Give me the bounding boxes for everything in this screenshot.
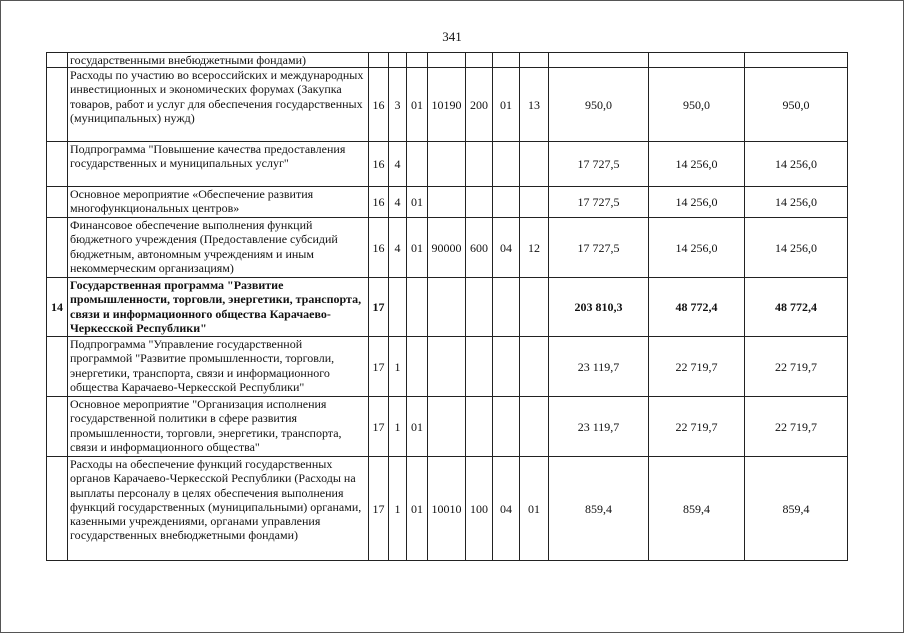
amount-year3-cell: 48 772,4 bbox=[745, 278, 848, 337]
row-number-cell bbox=[47, 218, 68, 278]
pp-code-cell: 1 bbox=[389, 457, 407, 561]
amount-year2-cell: 22 719,7 bbox=[649, 397, 745, 457]
row-number-cell bbox=[47, 187, 68, 218]
pp-code-cell bbox=[389, 53, 407, 68]
section-code-cell bbox=[493, 142, 520, 187]
table-row bbox=[47, 68, 848, 142]
direction-code-cell: 90000 bbox=[428, 218, 466, 278]
description-cell: Расходы по участию во всероссийских и международных инвестиционных и экономических форумах (Закупка товаров, работ и услуг для обеспечения государственных (муниципальных) нужд) bbox=[68, 68, 369, 142]
subsection-code-cell bbox=[520, 397, 549, 457]
gp-code-cell: 16 bbox=[369, 187, 389, 218]
om-code-cell: 01 bbox=[407, 187, 428, 218]
description-cell: Основное мероприятие "Организация исполнения государственной политики в сфере развития промышленности, торговли, энергетики, транспорта, связи и информационного общества" bbox=[68, 397, 369, 457]
section-code-cell bbox=[493, 337, 520, 397]
gp-code-cell: 16 bbox=[369, 142, 389, 187]
amount-year2-cell: 14 256,0 bbox=[649, 142, 745, 187]
pp-code-cell: 1 bbox=[389, 337, 407, 397]
subsection-code-cell: 12 bbox=[520, 218, 549, 278]
expense-type-cell bbox=[466, 187, 493, 218]
description-cell: Подпрограмма "Повышение качества предоставления государственных и муниципальных услуг" bbox=[68, 142, 369, 187]
table-row bbox=[47, 218, 848, 278]
direction-code-cell: 10190 bbox=[428, 68, 466, 142]
section-code-cell bbox=[493, 187, 520, 218]
amount-year3-cell: 22 719,7 bbox=[745, 337, 848, 397]
amount-year1-cell: 950,0 bbox=[549, 68, 649, 142]
gp-code-cell: 17 bbox=[369, 397, 389, 457]
amount-year3-cell: 22 719,7 bbox=[745, 397, 848, 457]
budget-table bbox=[46, 52, 848, 561]
amount-year2-cell: 22 719,7 bbox=[649, 337, 745, 397]
om-code-cell bbox=[407, 142, 428, 187]
section-code-cell bbox=[493, 278, 520, 337]
expense-type-cell: 100 bbox=[466, 457, 493, 561]
om-code-cell bbox=[407, 278, 428, 337]
amount-year1-cell: 859,4 bbox=[549, 457, 649, 561]
direction-code-cell bbox=[428, 337, 466, 397]
section-code-cell: 01 bbox=[493, 68, 520, 142]
page-number: 341 bbox=[442, 29, 462, 44]
amount-year1-cell: 17 727,5 bbox=[549, 218, 649, 278]
section-code-cell bbox=[493, 397, 520, 457]
amount-year3-cell: 14 256,0 bbox=[745, 142, 848, 187]
section-code-cell: 04 bbox=[493, 218, 520, 278]
gp-code-cell: 16 bbox=[369, 218, 389, 278]
om-code-cell bbox=[407, 53, 428, 68]
amount-year2-cell: 950,0 bbox=[649, 68, 745, 142]
subsection-code-cell: 01 bbox=[520, 457, 549, 561]
amount-year2-cell: 48 772,4 bbox=[649, 278, 745, 337]
section-code-cell bbox=[493, 53, 520, 68]
pp-code-cell: 4 bbox=[389, 142, 407, 187]
amount-year3-cell: 859,4 bbox=[745, 457, 848, 561]
row-number-cell bbox=[47, 53, 68, 68]
amount-year1-cell: 17 727,5 bbox=[549, 187, 649, 218]
row-number-cell: 14 bbox=[47, 278, 68, 337]
om-code-cell bbox=[407, 337, 428, 397]
direction-code-cell bbox=[428, 397, 466, 457]
expense-type-cell: 600 bbox=[466, 218, 493, 278]
table-row bbox=[47, 53, 848, 68]
gp-code-cell: 17 bbox=[369, 457, 389, 561]
amount-year2-cell: 14 256,0 bbox=[649, 187, 745, 218]
om-code-cell: 01 bbox=[407, 457, 428, 561]
subsection-code-cell bbox=[520, 187, 549, 218]
description-cell: Финансовое обеспечение выполнения функций бюджетного учреждения (Предоставление субсидий бюджетным, автономным учреждениям и иным некоммерческим организациям) bbox=[68, 218, 369, 278]
pp-code-cell: 1 bbox=[389, 397, 407, 457]
table-row bbox=[47, 397, 848, 457]
pp-code-cell: 4 bbox=[389, 218, 407, 278]
subsection-code-cell bbox=[520, 53, 549, 68]
table-row bbox=[47, 278, 848, 337]
expense-type-cell: 200 bbox=[466, 68, 493, 142]
description-cell: Расходы на обеспечение функций государственных органов Карачаево-Черкесской Республики (Расходы на выплаты персоналу в целях обеспечения выполнения функций государственных (муниципальными) органами, казенными учреждениями, органами управления государственных внебюджетными фондами) bbox=[68, 457, 369, 561]
subsection-code-cell bbox=[520, 337, 549, 397]
amount-year1-cell: 23 119,7 bbox=[549, 337, 649, 397]
row-number-cell bbox=[47, 68, 68, 142]
expense-type-cell bbox=[466, 397, 493, 457]
expense-type-cell bbox=[466, 278, 493, 337]
description-cell: Основное мероприятие «Обеспечение развития многофункциональных центров» bbox=[68, 187, 369, 218]
description-cell: Государственная программа "Развитие промышленности, торговли, энергетики, транспорта, связи и информационного общества Карачаево-Черкесской Республики" bbox=[68, 278, 369, 337]
expense-type-cell bbox=[466, 53, 493, 68]
expense-type-cell bbox=[466, 142, 493, 187]
subsection-code-cell: 13 bbox=[520, 68, 549, 142]
description-cell: Подпрограмма "Управление государственной программой "Развитие промышленности, торговли, энергетики, транспорта, связи и информационного общества Карачаево-Черкесской Республики" bbox=[68, 337, 369, 397]
direction-code-cell bbox=[428, 278, 466, 337]
pp-code-cell: 3 bbox=[389, 68, 407, 142]
gp-code-cell bbox=[369, 53, 389, 68]
gp-code-cell: 17 bbox=[369, 278, 389, 337]
amount-year3-cell: 14 256,0 bbox=[745, 187, 848, 218]
om-code-cell: 01 bbox=[407, 397, 428, 457]
gp-code-cell: 16 bbox=[369, 68, 389, 142]
row-number-cell bbox=[47, 457, 68, 561]
amount-year2-cell: 14 256,0 bbox=[649, 218, 745, 278]
pp-code-cell bbox=[389, 278, 407, 337]
direction-code-cell: 10010 bbox=[428, 457, 466, 561]
row-number-cell bbox=[47, 397, 68, 457]
amount-year3-cell bbox=[745, 53, 848, 68]
pp-code-cell: 4 bbox=[389, 187, 407, 218]
amount-year1-cell: 23 119,7 bbox=[549, 397, 649, 457]
section-code-cell: 04 bbox=[493, 457, 520, 561]
table-row bbox=[47, 337, 848, 397]
amount-year3-cell: 14 256,0 bbox=[745, 218, 848, 278]
amount-year2-cell bbox=[649, 53, 745, 68]
direction-code-cell bbox=[428, 187, 466, 218]
direction-code-cell bbox=[428, 53, 466, 68]
amount-year1-cell: 17 727,5 bbox=[549, 142, 649, 187]
direction-code-cell bbox=[428, 142, 466, 187]
row-number-cell bbox=[47, 337, 68, 397]
table-row bbox=[47, 187, 848, 218]
table-row bbox=[47, 457, 848, 561]
description-cell: государственными внебюджетными фондами) bbox=[68, 53, 369, 68]
subsection-code-cell bbox=[520, 278, 549, 337]
amount-year3-cell: 950,0 bbox=[745, 68, 848, 142]
gp-code-cell: 17 bbox=[369, 337, 389, 397]
table-row bbox=[47, 142, 848, 187]
om-code-cell: 01 bbox=[407, 68, 428, 142]
amount-year2-cell: 859,4 bbox=[649, 457, 745, 561]
row-number-cell bbox=[47, 142, 68, 187]
expense-type-cell bbox=[466, 337, 493, 397]
subsection-code-cell bbox=[520, 142, 549, 187]
om-code-cell: 01 bbox=[407, 218, 428, 278]
amount-year1-cell: 203 810,3 bbox=[549, 278, 649, 337]
amount-year1-cell bbox=[549, 53, 649, 68]
